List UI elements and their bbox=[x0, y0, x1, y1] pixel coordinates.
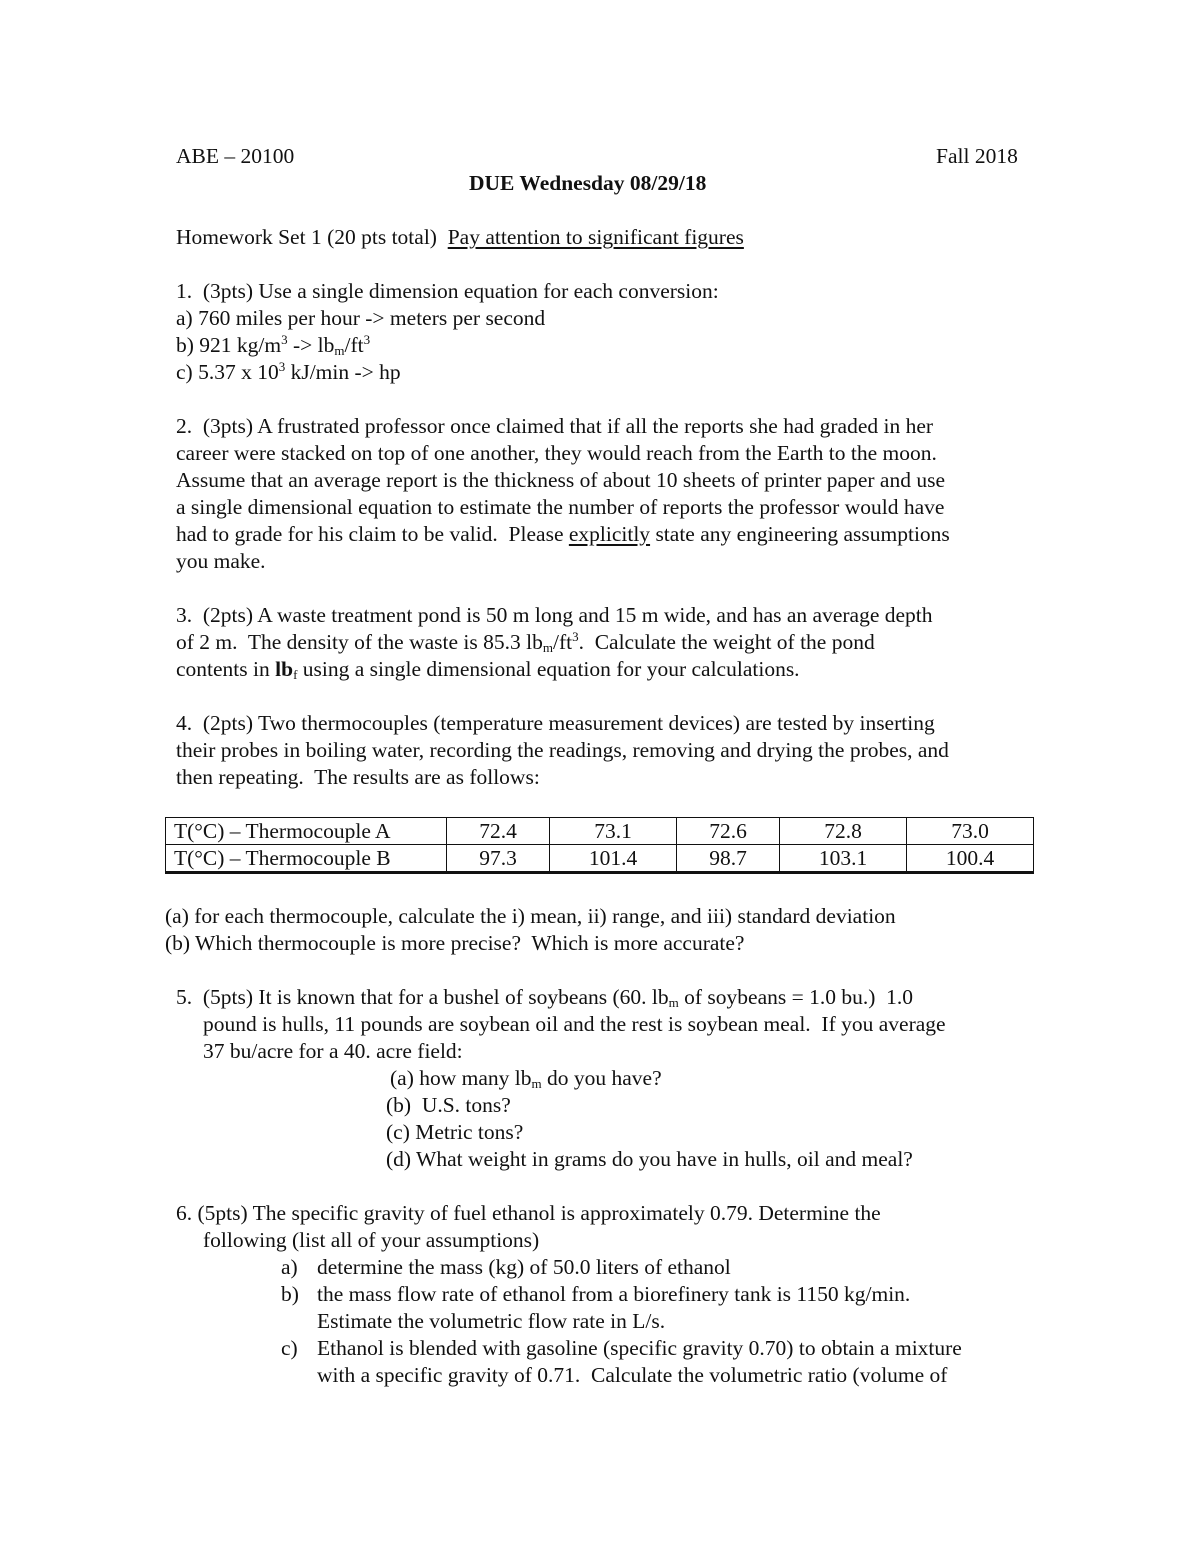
homework-set: Homework Set 1 (20 pts total) bbox=[176, 225, 437, 249]
q2-line-2: career were stacked on top of one another, they would reach from the Earth to the moon. bbox=[176, 441, 937, 465]
table-row bbox=[166, 845, 1034, 873]
table-cell: 72.6 bbox=[677, 818, 780, 845]
q5-line-2: pound is hulls, 11 pounds are soybean oil and the rest is soybean meal. If you average bbox=[203, 1012, 946, 1036]
q5-a: (a) how many $lb_m$ do you have? bbox=[390, 1066, 662, 1091]
q6-b-line-1: the mass flow rate of ethanol from a biorefinery tank is 1150 kg/min. bbox=[317, 1282, 911, 1306]
q2-line-5: had to grade for his claim to be valid. Please explicitly state any engineering assumptions bbox=[176, 522, 950, 546]
q3-line-2: of 2 m. The density of the waste is 85.3 $lb_m/ft^3$. Calculate the weight of the pond bbox=[176, 629, 875, 655]
q6-line-1: 6. (5pts) The specific gravity of fuel ethanol is approximately 0.79. Determine the bbox=[176, 1201, 881, 1225]
explicitly-emphasis: explicitly bbox=[568, 522, 651, 546]
q3-line-3: contents in $lb_f$ using a single dimensional equation for your calculations. bbox=[176, 657, 800, 682]
q6-c-marker: c) bbox=[281, 1336, 298, 1360]
q5-line-1: 5. (5pts) It is known that for a bushel of soybeans (60. $lb_m$ of soybeans = 1.0 bu.) 1.0 bbox=[176, 985, 914, 1010]
q5-b: (b) U.S. tons? bbox=[386, 1093, 511, 1117]
q4-b: (b) Which thermocouple is more precise? Which is more accurate? bbox=[165, 931, 745, 955]
q1-a: a) 760 miles per hour -> meters per second bbox=[176, 306, 546, 330]
due-date: DUE Wednesday 08/29/18 bbox=[469, 171, 707, 195]
q6-a: determine the mass (kg) of 50.0 liters of ethanol bbox=[317, 1255, 731, 1279]
q6-line-2: following (list all of your assumptions) bbox=[203, 1228, 540, 1252]
q2-line-3: Assume that an average report is the thickness of about 10 sheets of printer paper and use bbox=[176, 468, 945, 492]
q6-c-line-1: Ethanol is blended with gasoline (specific gravity 0.70) to obtain a mixture bbox=[317, 1336, 962, 1360]
table-cell: 103.1 bbox=[780, 845, 907, 873]
q2-line-1: 2. (3pts) A frustrated professor once claimed that if all the reports she had graded in her bbox=[176, 414, 934, 438]
q1-b: b) 921 $kg/m^3 -> lb_m/ft^3$ bbox=[176, 332, 371, 358]
q6-c-line-2: with a specific gravity of 0.71. Calculate the volumetric ratio (volume of bbox=[317, 1363, 948, 1387]
q5-line-3: 37 bu/acre for a 40. acre field: bbox=[203, 1039, 463, 1063]
table-row bbox=[166, 818, 1034, 845]
table-cell: 73.0 bbox=[907, 818, 1034, 845]
significant-figures-note: Pay attention to significant figures bbox=[447, 225, 744, 249]
q4-a: (a) for each thermocouple, calculate the i) mean, ii) range, and iii) standard deviation bbox=[165, 904, 896, 928]
q6-b-line-2: Estimate the volumetric flow rate in L/s. bbox=[317, 1309, 666, 1333]
table-cell: 72.8 bbox=[780, 818, 907, 845]
table-cell: 73.1 bbox=[550, 818, 677, 845]
row-label: T(°C) – Thermocouple B bbox=[166, 845, 447, 873]
q6-b-marker: b) bbox=[281, 1282, 299, 1306]
q2-line-4: a single dimensional equation to estimate the number of reports the professor would have bbox=[176, 495, 945, 519]
row-label: T(°C) – Thermocouple A bbox=[166, 818, 447, 845]
q4-line-3: then repeating. The results are as follows: bbox=[176, 765, 540, 789]
q5-c: (c) Metric tons? bbox=[386, 1120, 524, 1144]
q6-a-marker: a) bbox=[281, 1255, 298, 1279]
course-code: ABE – 20100 bbox=[176, 144, 295, 168]
q4-line-1: 4. (2pts) Two thermocouples (temperature measurement devices) are tested by inserting bbox=[176, 711, 935, 735]
table-cell: 97.3 bbox=[447, 845, 550, 873]
q2-line-6: you make. bbox=[176, 549, 266, 573]
q5-d: (d) What weight in grams do you have in hulls, oil and meal? bbox=[386, 1147, 913, 1171]
table-cell: 101.4 bbox=[550, 845, 677, 873]
term: Fall 2018 bbox=[936, 144, 1018, 168]
q3-line-1: 3. (2pts) A waste treatment pond is 50 m long and 15 m wide, and has an average depth bbox=[176, 603, 933, 627]
homework-title bbox=[176, 224, 744, 251]
q1-c: c) 5.37 x $10^3$ kJ/min -> hp bbox=[176, 359, 401, 384]
table-cell: 100.4 bbox=[907, 845, 1034, 873]
thermocouple-table bbox=[165, 817, 1034, 874]
q4-line-2: their probes in boiling water, recording the readings, removing and drying the probes, and bbox=[176, 738, 949, 762]
q1-stem: 1. (3pts) Use a single dimension equation for each conversion: bbox=[176, 279, 719, 303]
table-cell: 72.4 bbox=[447, 818, 550, 845]
table-cell: 98.7 bbox=[677, 845, 780, 873]
